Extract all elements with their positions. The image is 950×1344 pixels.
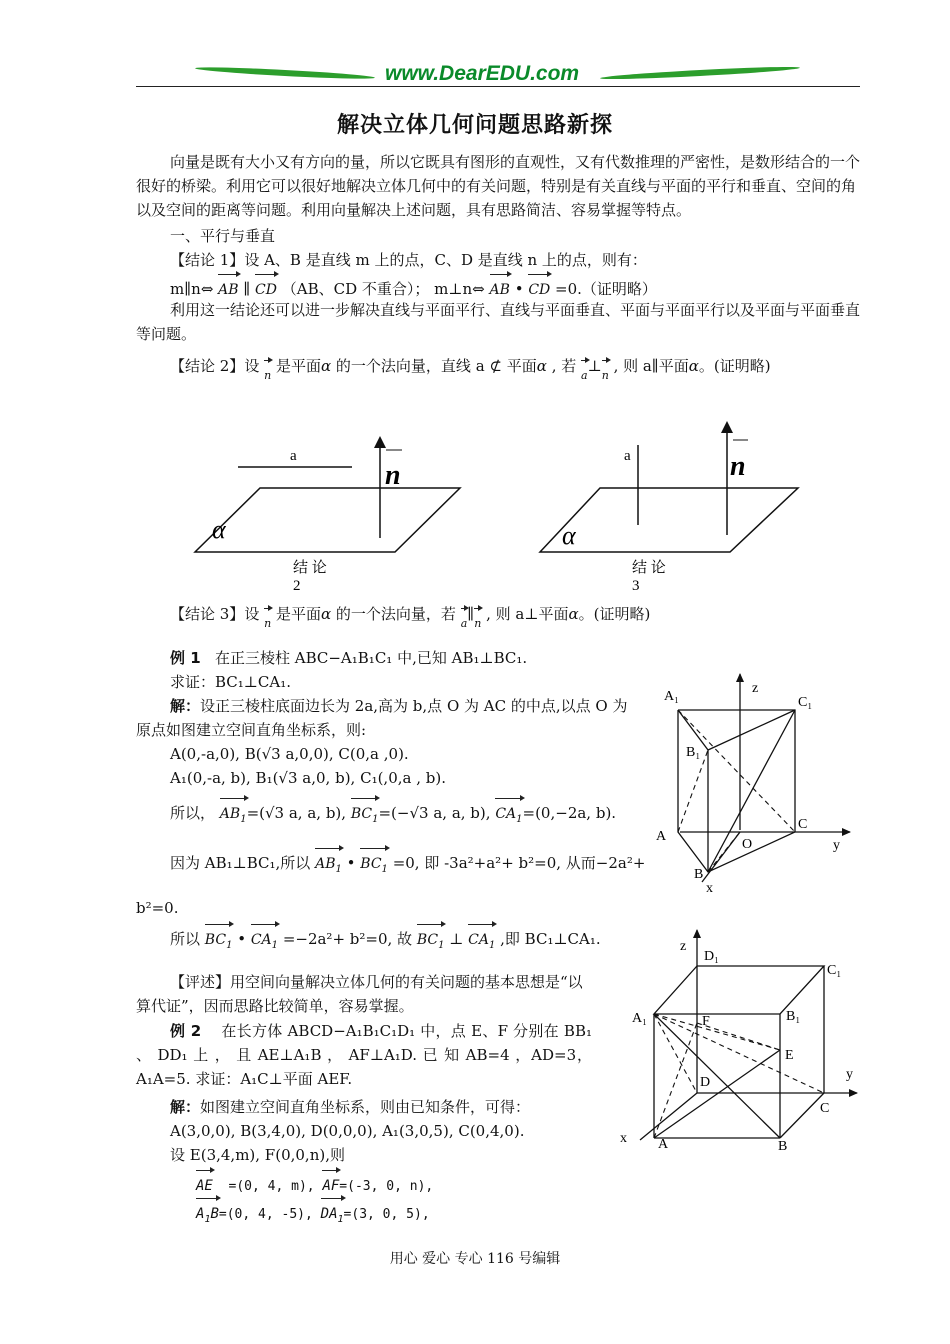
label-a-3: a [624,448,631,464]
vector-A1B: $A_1B$ [196,1196,219,1232]
vector-a: a [461,606,468,636]
z-arrow [693,929,701,938]
vector-BC1: $BC_1$ [417,922,445,958]
label-A: A [658,1137,669,1152]
header-leaf-right [600,65,800,81]
label-n-3: n [730,451,746,482]
alpha-symbol: α [321,357,332,375]
label-F: F [702,1014,710,1029]
edge-B1C1 [708,710,795,750]
alpha-symbol: α [568,605,579,623]
vector-n: n [264,606,271,636]
example1-statement: 例 1 在正三棱柱 ABC−A₁B₁C₁ 中,已知 AB₁⊥BC₁. [170,649,528,667]
label-E: E [785,1048,794,1063]
comment-paragraph: 【评述】用空间向量解决立体几何的有关问题的基本思想是“以算代证”，因而思路比较简单，容易掌握。 [136,973,583,1015]
example1-conclusion: 所以 $BC_1$ • $CA_1 =-2a^2+ b^2=0$, 故 $BC_1$ ⊥ $CA_1$ ,即 BC₁⊥CA₁. [170,922,894,958]
example2-coords: A(3,0,0), B(3,4,0), D(0,0,0), A₁(3,0,5), C(0,4,0). [170,1122,525,1140]
label-z: z [752,681,759,696]
label-A1: A₁ [632,1011,647,1026]
figure-conclusion3 [540,421,798,594]
label-z: z [680,939,687,954]
caption-2-num: 2 [293,578,301,594]
conclusion3-line: 【结论 3】设 n 是平面α 的一个法向量，若 a∥n , 则 a⊥平面α。(证明略) [170,598,894,628]
page-footer: 用心 爱心 专心 116 号编辑 [389,1251,561,1267]
plane-alpha-3 [540,488,798,552]
vector-CA1: $CA_1$ [251,922,278,958]
caption-3-num: 3 [632,578,640,594]
conclusion1-line1: 【结论 1】设 A、B 是直线 m 上的点，C、D 是直线 n 上的点，则有： [170,251,647,269]
label-y: y [846,1067,853,1082]
label-D1: D₁ [704,949,719,964]
vector-BC1: $BC_1$ [351,796,379,832]
top-face [654,966,824,1014]
vector-BC1: $BC_1$ [205,922,233,958]
vector-CA1: $CA_1$ [495,796,522,832]
diag-A1C [678,710,795,832]
example1-coords2: A₁(0,-a, b), B₁(√3 a,0, b), C₁(,0,a , b). [170,769,446,787]
diag-AB1 [678,750,708,832]
y-arrow [849,1089,858,1097]
plane-alpha-2 [195,488,460,552]
label-O: O [742,837,753,852]
intro-paragraph: 向量是既有大小又有方向的量，所以它既具有图形的直观性，又有代数推理的严密性，是数形结合的一个很好的桥梁。利用它可以很好地解决立体几何中的有关问题，特别是有关直线与平面的平行和垂直、空间的角以及空间的距离等问题。利用向量解决上述问题，具有思路简洁、容易掌握等特点。 [136,153,861,219]
conclusion1-after: 利用这一结论还可以进一步解决直线与平面平行、直线与平面垂直、平面与平面平行以及平面与平面垂直等问题。 [136,301,861,343]
label-B1: B₁ [686,745,701,760]
label-a-2: a [290,448,297,464]
label-x: x [620,1131,627,1146]
vector-AB1: $AB_1$ [220,796,247,832]
example2-solution: 解：如图建立空间直角坐标系，则由已知条件，可得： [170,1098,531,1116]
label-C: C [820,1101,830,1116]
label-C: C [798,817,808,832]
vector-BC1: $BC_1$ [360,846,388,882]
vector-AB1: $AB_1$ [315,846,342,882]
label-B: B [694,867,704,882]
vector-n: n [474,606,481,636]
example1-b2: b²=0. [136,899,179,917]
page-title: 解决立体几何问题思路新探 [336,113,613,138]
vector-CA1: $CA_1$ [468,922,495,958]
label-B: B [778,1139,788,1154]
example2-vectors-row1: AE =(0, 4, m), AF=(-3, 0, n), [196,1168,920,1199]
z-arrow [736,673,744,682]
edge-BC [780,1093,824,1138]
cuboid-figure [612,928,862,1160]
alpha-symbol: α [321,605,332,623]
alpha-symbol: α [688,357,699,375]
label-A1: A₁ [664,689,679,704]
caption-2: 结 论 [293,560,327,576]
label-B1: B₁ [786,1009,801,1024]
vector-AB: AB [218,272,238,302]
header-leaf-left [195,65,375,80]
example1-coords1: A(0,-a,0), B(√3 a,0,0), C(0,a ,0). [170,745,409,763]
label-n-2: n [385,460,401,491]
label-C1: C₁ [798,695,813,710]
vector-n: n [602,358,609,388]
caption-3: 结 论 [632,560,666,576]
vector-n: n [264,358,271,388]
header-rule [136,86,860,87]
vector-CD: CD [255,272,277,302]
vector-CD-2: CD [528,272,550,302]
vector-DA1: $DA_1$ [321,1196,344,1232]
example2-vectors-row2: $A_1B=(0$, 4, -5), $DA_1=(3$, 0, 5), [196,1196,920,1232]
label-C1: C₁ [827,963,842,978]
arrowhead-3 [721,421,733,433]
edge-A1B1 [678,710,708,750]
example2-statement: 例 2 在长方体 ABCD−A₁B₁C₁D₁ 中，点 E、F 分别在 BB₁ 、 DD₁ 上 ， 且 AE⊥A₁B ， AF⊥A₁D. 已 知 AB=4 ，AD=3，A₁A=5. 求证：A₁C⊥平面 AEF. [136,1022,592,1088]
arrowhead-2 [374,436,386,448]
diag-A1B [654,1014,780,1138]
conclusion2-line: 【结论 2】设 n 是平面α 的一个法向量，直线 a ⊄ 平面α , 若 a⊥n , 则 a∥平面α。(证明略) [170,350,894,380]
line-A1D [654,1014,697,1093]
label-A: A [656,829,667,844]
label-x: x [706,881,713,896]
y-arrow [842,828,851,836]
label-alpha-2: α [212,515,226,544]
example1-prove: 求证：BC₁⊥CA₁. [170,673,291,691]
label-D: D [700,1075,711,1090]
vector-AF: AF [322,1168,339,1198]
example1-because: 因为 AB₁⊥BC₁,所以 $AB_1$ • $BC_1 =0$, 即 -3a²+a²+ b²=0, 从而−2a²+ [170,846,894,882]
figure-conclusion2 [195,436,460,594]
conclusion1-line2: m∥n⇔ AB ∥ CD （AB、CD 不重合）； m⊥n⇔ AB • CD =0.（证明略） [170,272,894,302]
section-heading: 一、平行与垂直 [170,227,276,245]
vector-AE: AE [196,1168,213,1198]
example1-vectors: 所以， $AB_1=(√3$ a, a, b), $BC_1=(-√3$ a, a, b), $CA_1=(0,-2a$, b). [170,796,894,832]
vector-a: a [581,358,588,388]
label-y: y [833,838,840,853]
example1-solution: 解：设正三棱柱底面边长为 2a,高为 b,点 O 为 AC 的中点,以点 O 为原点如图建立空间直角坐标系，则: [136,697,628,739]
conclusion-figures [130,420,830,595]
example2-let: 设 E(3,4,m), F(0,0,n),则 [170,1146,345,1164]
vector-AB-2: AB [490,272,510,302]
prism-figure [650,672,865,897]
alpha-symbol: α [536,357,547,375]
diag-A1C [654,1014,824,1093]
header-logo[interactable]: www.DearEDU.com [385,62,580,85]
label-alpha-3: α [562,521,576,550]
